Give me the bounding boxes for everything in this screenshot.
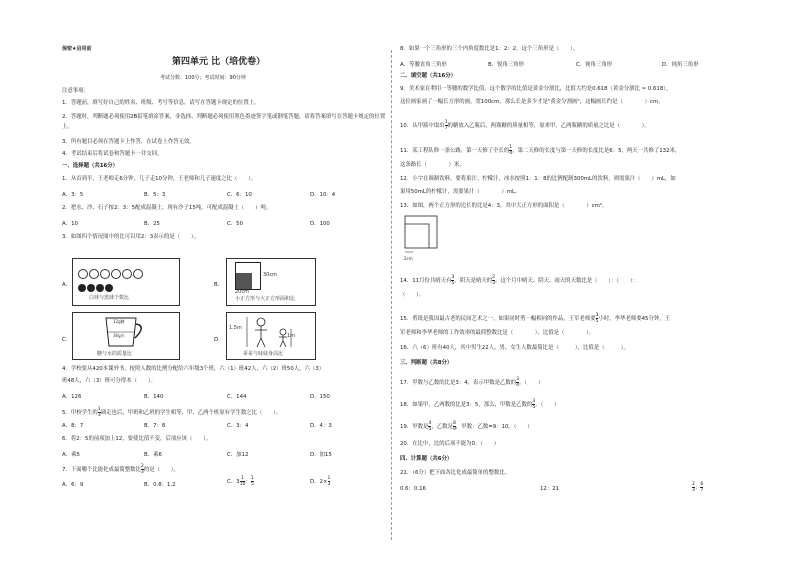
question-21: 21．（6分）把下面各比化成最简单的整数比。	[400, 470, 511, 476]
q13-figure-label: 2cm	[404, 256, 413, 261]
q4-option-a[interactable]: A．126	[62, 394, 82, 400]
q8-option-b[interactable]: B．锐角三角形	[488, 62, 525, 68]
note-4: 4．考试结束后将试卷和答题卡一并交回。	[62, 151, 163, 157]
q8-option-d[interactable]: D．钝角三角形	[662, 62, 699, 68]
q21-item-1: 0.6：0.16	[400, 486, 426, 492]
q3-option-d[interactable]: D．	[214, 337, 224, 343]
section-2-heading: 二、填空题（共16分）	[400, 73, 457, 79]
section-1-heading: 一、选择题（共16分）	[62, 163, 119, 169]
question-4-line2: 班48人，六（3）班可分得本（ ）。	[62, 378, 156, 384]
q4-option-d[interactable]: D．150	[310, 394, 330, 400]
q3-c-caption: 糖与水的质量比	[97, 351, 133, 357]
q2-option-a[interactable]: A．10	[62, 221, 78, 227]
q8-option-a[interactable]: A．等腰直角三角形	[400, 62, 447, 68]
cup-icon	[101, 316, 151, 348]
note-3: 3．所有题目必须在答题卡上作答，在试卷上作答无效。	[62, 139, 195, 145]
q3-option-b[interactable]: B．	[214, 282, 224, 288]
q1-option-d[interactable]: D．10：4	[310, 192, 336, 198]
q3-d-caption: 哥哥与妹妹身高比	[243, 351, 284, 357]
question-9-line1: 9．美术家在利用一等腰的数学比值，这个数学的比值是黄金分割比，比值大约是0.618（黄金分割比 ≈ 0.618），	[400, 86, 672, 92]
q7-option-d[interactable]: D．2× $\frac{1}{3}$	[310, 476, 331, 487]
question-7: 7．下面哪个比能化成最简整数比 $\frac{2}{3}$ 的是（ ）。	[62, 464, 179, 475]
q1-option-c[interactable]: C．6：10	[227, 192, 252, 198]
question-18: 18．如果甲、乙两数的比是3：5，那么，甲数是乙数的 $\frac{3}{5}$ 。（ ）	[400, 399, 560, 410]
q3-d-h1: 1.5m	[229, 325, 242, 331]
q3-a-caption: 白球与黑球个数比	[89, 295, 130, 301]
q2-option-c[interactable]: C．50	[227, 221, 244, 227]
q21-item-3: $\frac{2}{3}$ ： $\frac{6}{7}$	[692, 482, 704, 493]
q3-c-water: 36g水	[113, 333, 125, 338]
section-4-heading: 四、计算题（共6分）	[400, 456, 453, 462]
question-20: 20．在比中，比的后项不能为0。（ ）	[400, 441, 500, 447]
header-mark: 保密★启用前	[62, 46, 92, 52]
q3-b-caption: 小正方形与大正方形面积比	[235, 296, 296, 302]
small-square	[236, 273, 252, 289]
section-3-heading: 三、判断题（共8分）	[400, 360, 453, 366]
question-6: 6．将2：5的前项加上12，要使比值不变，后项应该（ ）。	[62, 436, 212, 442]
question-5: 5．甲校学生的 $\frac{1}{3}$ 调走也后，甲班和乙班的学生相等，甲、乙两个班原有学生数之比（ ）。	[62, 407, 282, 418]
q3-figure-a	[72, 258, 180, 306]
q2-option-b[interactable]: B．25	[144, 221, 160, 227]
question-8: 8．如果一个三角形的三个内角度数比是1：2：2，这个三角形是（ ）。	[400, 46, 579, 52]
q3-b-small-label: 20cm	[235, 289, 249, 295]
q7-fraction: $\frac{2}{3}$	[140, 464, 144, 475]
q5-option-a[interactable]: A．8：7	[62, 423, 84, 429]
page-subtitle: 考试分数：100分；考试时间：90分钟	[160, 75, 246, 81]
question-15-line1: 15．剪纸是我国最古老的民间艺术之一，如果同时剪一幅相同的作品，王军老师要 $\frac{3}{5}$ 小时，李华老师要45分钟，王	[400, 313, 671, 324]
q7-option-b[interactable]: B．0.8：1.2	[144, 482, 176, 488]
question-11-line2: 这条路长（ ）米。	[400, 162, 465, 168]
q21-item-2: 12：21	[540, 486, 560, 492]
question-14-line1: 14．11月份共晴天有 $\frac{3}{5}$ ，阴天是晴天的 $\frac{2}{3}$ ，这个月中晴天、阴天、雨天的天数比是（ ）：（ ）：	[400, 275, 638, 286]
question-14-line2: （ ）。	[400, 292, 425, 298]
q2-option-d[interactable]: D．100	[310, 221, 330, 227]
q6-option-b[interactable]: B．乘6	[144, 452, 162, 458]
q3-figure-c	[72, 312, 180, 360]
question-19: 19．甲数是 $\frac{4}{5}$ ，乙数是 $\frac{8}{9}$ ，甲数：乙数=9：10。（ ）	[400, 421, 533, 432]
q3-figure-d	[226, 312, 316, 360]
q3-d-h2: 1m	[287, 333, 296, 339]
q6-option-c[interactable]: C．加12	[227, 452, 249, 458]
q6-option-d[interactable]: D．加15	[310, 452, 332, 458]
q3-figure-b	[226, 258, 316, 306]
q3-option-c[interactable]: C．	[62, 337, 72, 343]
q3-option-a[interactable]: A．	[62, 282, 72, 288]
question-15-line2: 军老师和李华老师的工作效率的最简整数比是（ ），比值是（ ）。	[400, 330, 595, 336]
q6-option-a[interactable]: A．乘5	[62, 452, 80, 458]
q5-fraction: $\frac{1}{3}$	[97, 407, 101, 418]
big-square	[235, 262, 261, 290]
q3-c-sugar: 12g糖	[113, 319, 125, 324]
q5-option-c[interactable]: C．3：4	[227, 423, 249, 429]
right-column	[400, 0, 752, 562]
question-12-line2: 果用50mL的柠檬汁，需要果汁（ ）mL。	[400, 189, 521, 195]
question-12-line1: 12．小宇在调制饮料，要将果汁、柠檬汁、冰水按照1：1：8的比例配制300mL的饮料，则需果汁（ ）mL，如	[400, 176, 676, 182]
q13-squares-figure	[404, 215, 444, 259]
note-1: 1．答题前，填写好自己的姓名、班级、考号等信息，请写在答题卡规定的位置上。	[62, 100, 260, 106]
notes-title: 注意事项：	[62, 88, 89, 94]
question-2: 2．把水、沙、石子按2：3：5配成混凝土，现有沙子15吨，可配成混凝土（ ）吨。	[62, 205, 272, 211]
column-divider	[391, 50, 392, 540]
q4-option-b[interactable]: B．140	[144, 394, 164, 400]
note-2: 2．答题时，判断题必须使用2B铅笔填涂答案，非选择、判断题必须使用黑色墨迹签字笔或钢笔答题，请将答案填写在答题卡规定的位置上。	[62, 114, 386, 130]
question-9-line2: 这位画家画了一幅长方形的画，宽100cm，那么长是多少才是"黄金分割画"，这幅画长约是（ ）cm。	[400, 99, 664, 105]
question-3: 3．如图四个情况图中的比可以用2：3表示的是（ ）。	[62, 234, 199, 240]
question-1: 1．从首到半，王老师走6分钟，儿子走10分钟，王老师和儿子速度之比（ ）。	[62, 176, 257, 182]
q3-b-big-label: 30cm	[263, 272, 277, 278]
q7-option-c[interactable]: C．3 $\frac{1}{10}$ ： $\frac{1}{5}$	[227, 476, 254, 487]
page-title: 第四单元 比（培优卷）	[172, 57, 266, 67]
question-4-line1: 4．学校要从420本课外书，按照人数的比例分配给六年级3个班，六（1）班42人，六（2）班50人，六（3）	[62, 366, 325, 372]
q8-option-c[interactable]: C．钝角三角形	[576, 62, 613, 68]
q4-option-c[interactable]: C．144	[227, 394, 247, 400]
q5-option-b[interactable]: B．7：8	[144, 423, 166, 429]
q1-option-b[interactable]: B．5：3	[144, 192, 166, 198]
question-13: 13．如图，两个正方形的边长的比是4：3，其中大正方形的面积是（ ）cm²。	[400, 203, 608, 209]
question-16: 16．六（6）班有40人，其中男生22人，男、女生人数最简比是（ ），比值是（ ）。	[400, 345, 629, 351]
q7-option-a[interactable]: A．6：9	[62, 482, 84, 488]
q5-option-d[interactable]: D．4：3	[310, 423, 332, 429]
question-17: 17．甲数与乙数的比是3：4，表示甲数是乙数的 $\frac{3}{4}$ 。（ ）	[400, 377, 544, 388]
left-column	[62, 0, 388, 562]
question-11-line1: 11．某工程队修一条公路，第一天修了全长的 $\frac{1}{4}$ ，第二天修的长度与第一天修的长度比是6：5，两天一共修了132米，	[400, 145, 681, 156]
question-10: 10．从甲瓶中取出 $\frac{1}{7}$ 的糖放入乙瓶后，两瓶糖的质量相等，原来甲、乙两瓶糖的质量之比是（ ）。	[400, 120, 650, 131]
q1-option-a[interactable]: A．3：5	[62, 192, 84, 198]
people-icon	[245, 315, 305, 349]
